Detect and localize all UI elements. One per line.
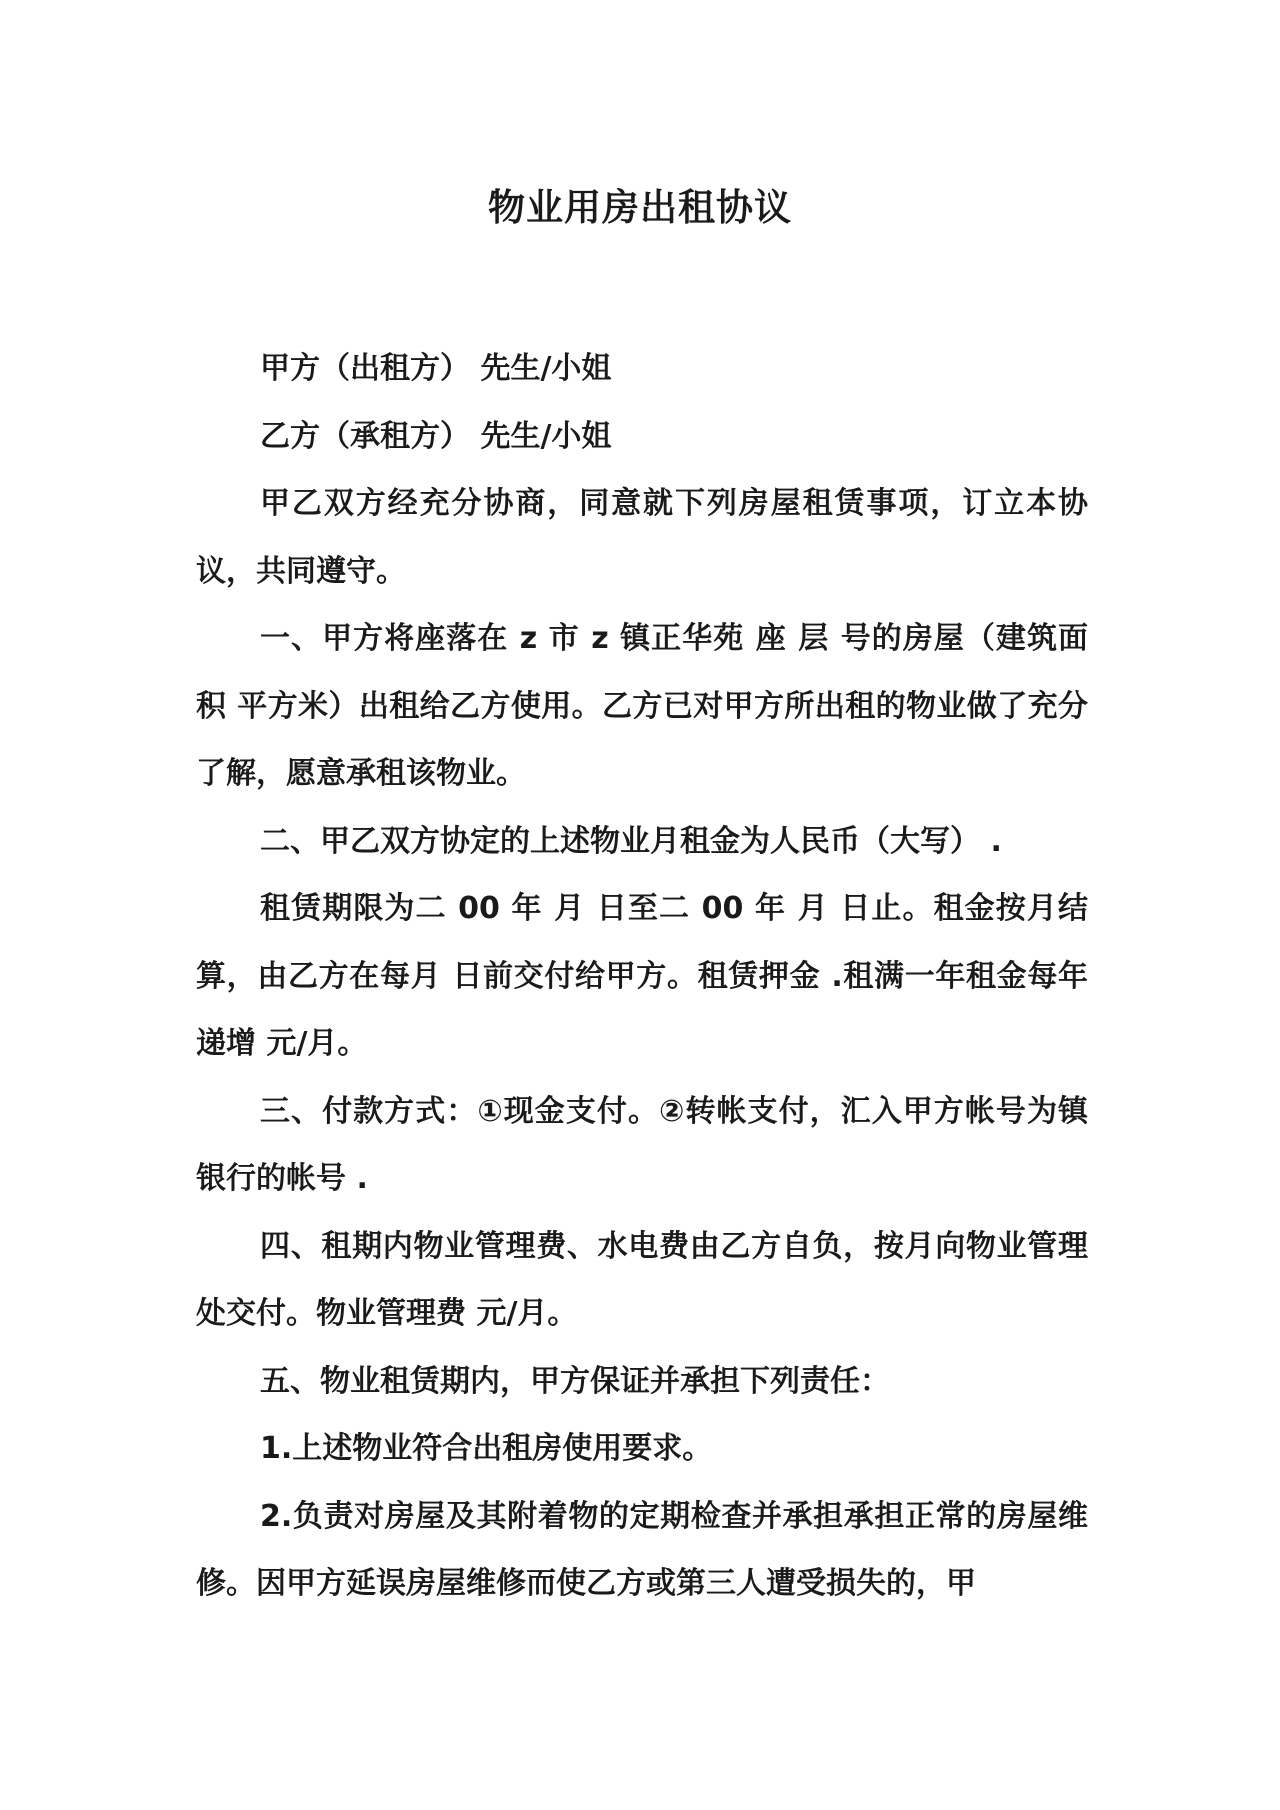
clause-5-paragraph: 五、物业租赁期内，甲方保证并承担下列责任： [260, 1363, 890, 1399]
clause-5-item-2: 2.负责对房屋及其附着物的定期检查并承担承担正常的房屋维修。因甲方延误房屋维修而使乙方或第三人遭受损失的，甲 [196, 1498, 1088, 1601]
clause-1-paragraph: 一、甲方将座落在 z 市 z 镇正华苑 座 层 号的房屋（建筑面积 平方米）出租给乙方使用。乙方已对甲方所出租的物业做了充分了解，愿意承租该物业。 [196, 621, 1088, 791]
document-title: 物业用房出租协议 [488, 186, 792, 229]
party-a-line: 甲方（出租方） 先生/小姐 [260, 351, 612, 386]
preamble-paragraph: 甲乙双方经充分协商，同意就下列房屋租赁事项，订立本协议，共同遵守。 [196, 486, 1088, 589]
party-b-line: 乙方（承租方） 先生/小姐 [260, 418, 612, 454]
clause-3-paragraph: 三、付款方式：①现金支付。②转帐支付，汇入甲方帐号为镇 银行的帐号 . [196, 1093, 1088, 1196]
document-body [196, 335, 1088, 1618]
lease-term-paragraph: 租赁期限为二 00 年 月 日至二 00 年 月 日止。租金按月结算，由乙方在每月 日前交付给甲方。租赁押金 .租满一年租金每年递增 元/月。 [196, 891, 1088, 1061]
clause-5-item-1: 1.上述物业符合出租房使用要求。 [260, 1431, 713, 1466]
clause-2-paragraph: 二、甲乙双方协定的上述物业月租金为人民币（大写） . [260, 823, 1002, 859]
clause-4-paragraph: 四、租期内物业管理费、水电费由乙方自负，按月向物业管理处交付。物业管理费 元/月。 [196, 1228, 1088, 1331]
